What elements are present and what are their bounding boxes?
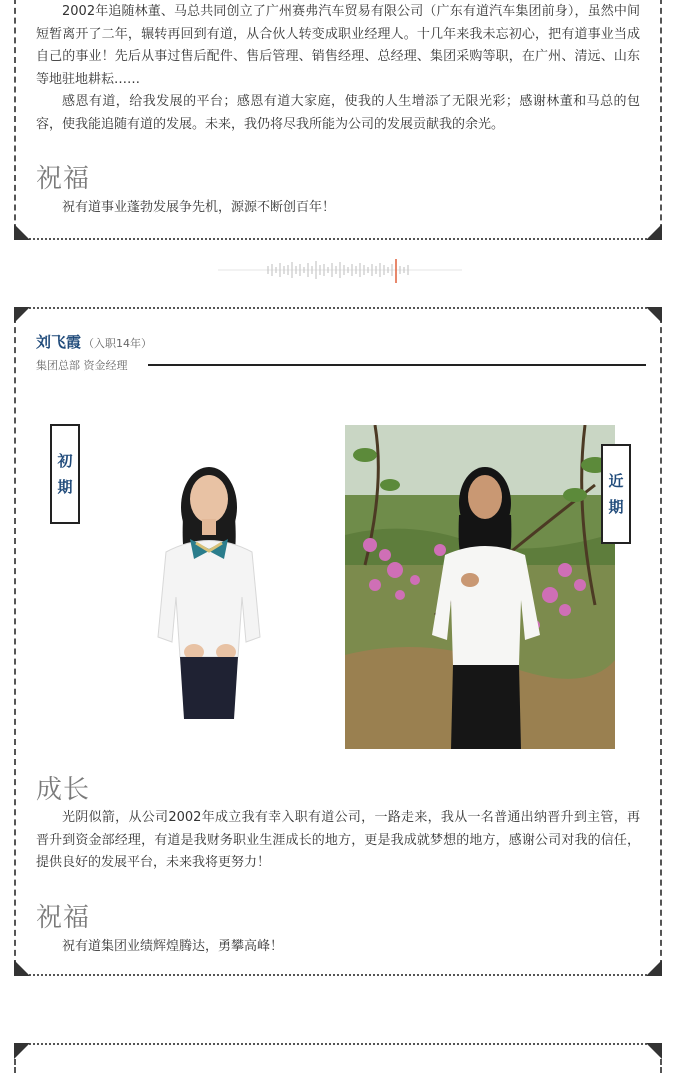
corner-ornament — [14, 224, 30, 240]
profile-card-previous — [14, 0, 662, 240]
recent-label-char-1: 近 — [608, 472, 624, 490]
profile-card-liu-feixia — [14, 307, 662, 976]
story-text — [36, 1, 640, 136]
sound-wave-divider-icon — [218, 258, 462, 284]
wish-text: 祝有道事业蓬勃发展争先机，源源不断创百年！ — [62, 200, 336, 215]
corner-ornament — [14, 1043, 30, 1059]
employee-department: 集团总部 资金经理 — [36, 359, 128, 372]
employee-tenure: （入职14年） — [83, 337, 153, 350]
employee-name: 刘飞霞 — [36, 333, 82, 351]
employee-name-row — [36, 331, 152, 352]
growth-text: 光阴似箭，从公司2002年成立我有幸入职有道公司，一路走来，我从一名普通出纳晋升到主管，再晋升到资金部经理，有道是我财务职业生涯成长的地方，更是我成就梦想的地方，感谢公司对我的信任，提供良好的发展平台，未来我将更努力！ — [36, 810, 640, 870]
recent-period-label — [601, 444, 631, 544]
wish-heading: 祝福 — [36, 164, 91, 194]
profile-card-next — [14, 1043, 662, 1073]
corner-ornament — [646, 224, 662, 240]
story-paragraph-2: 感恩有道，给我发展的平台；感恩有道大家庭，使我的人生增添了无限光彩；感谢林董和马总的包容，使我能追随有道的发展。未来，我仍将尽我所能为公司的发展贡献我的余光。 — [36, 94, 640, 132]
corner-ornament — [646, 307, 662, 323]
wish-text: 祝有道集团业绩辉煌腾达，勇攀高峰！ — [62, 939, 284, 954]
early-label-char-1: 初 — [57, 452, 73, 470]
recent-label-char-2: 期 — [608, 498, 624, 516]
corner-ornament — [646, 960, 662, 976]
story-paragraph-1: 2002年追随林董、马总共同创立了广州赛弗汽车贸易有限公司（广东有道汽车集团前身），虽然中间短暂离开了二年，辗转再回到有道，从合伙人转变成职业经理人。十几年来我未忘初心，把有道事业当成自己的事业！先后从事过售后配件、售后管理、销售经理、总经理、集团采购等职，在广州、清远、山东等地驻地耕耘…… — [36, 4, 640, 87]
corner-ornament — [646, 1043, 662, 1059]
header-divider-line — [148, 364, 646, 366]
early-period-photo — [146, 447, 272, 719]
corner-ornament — [14, 960, 30, 976]
growth-heading: 成长 — [36, 775, 91, 805]
early-label-char-2: 期 — [57, 478, 73, 496]
wish-heading: 祝福 — [36, 903, 91, 933]
early-period-label — [50, 424, 80, 524]
recent-period-photo — [345, 425, 615, 749]
corner-ornament — [14, 307, 30, 323]
